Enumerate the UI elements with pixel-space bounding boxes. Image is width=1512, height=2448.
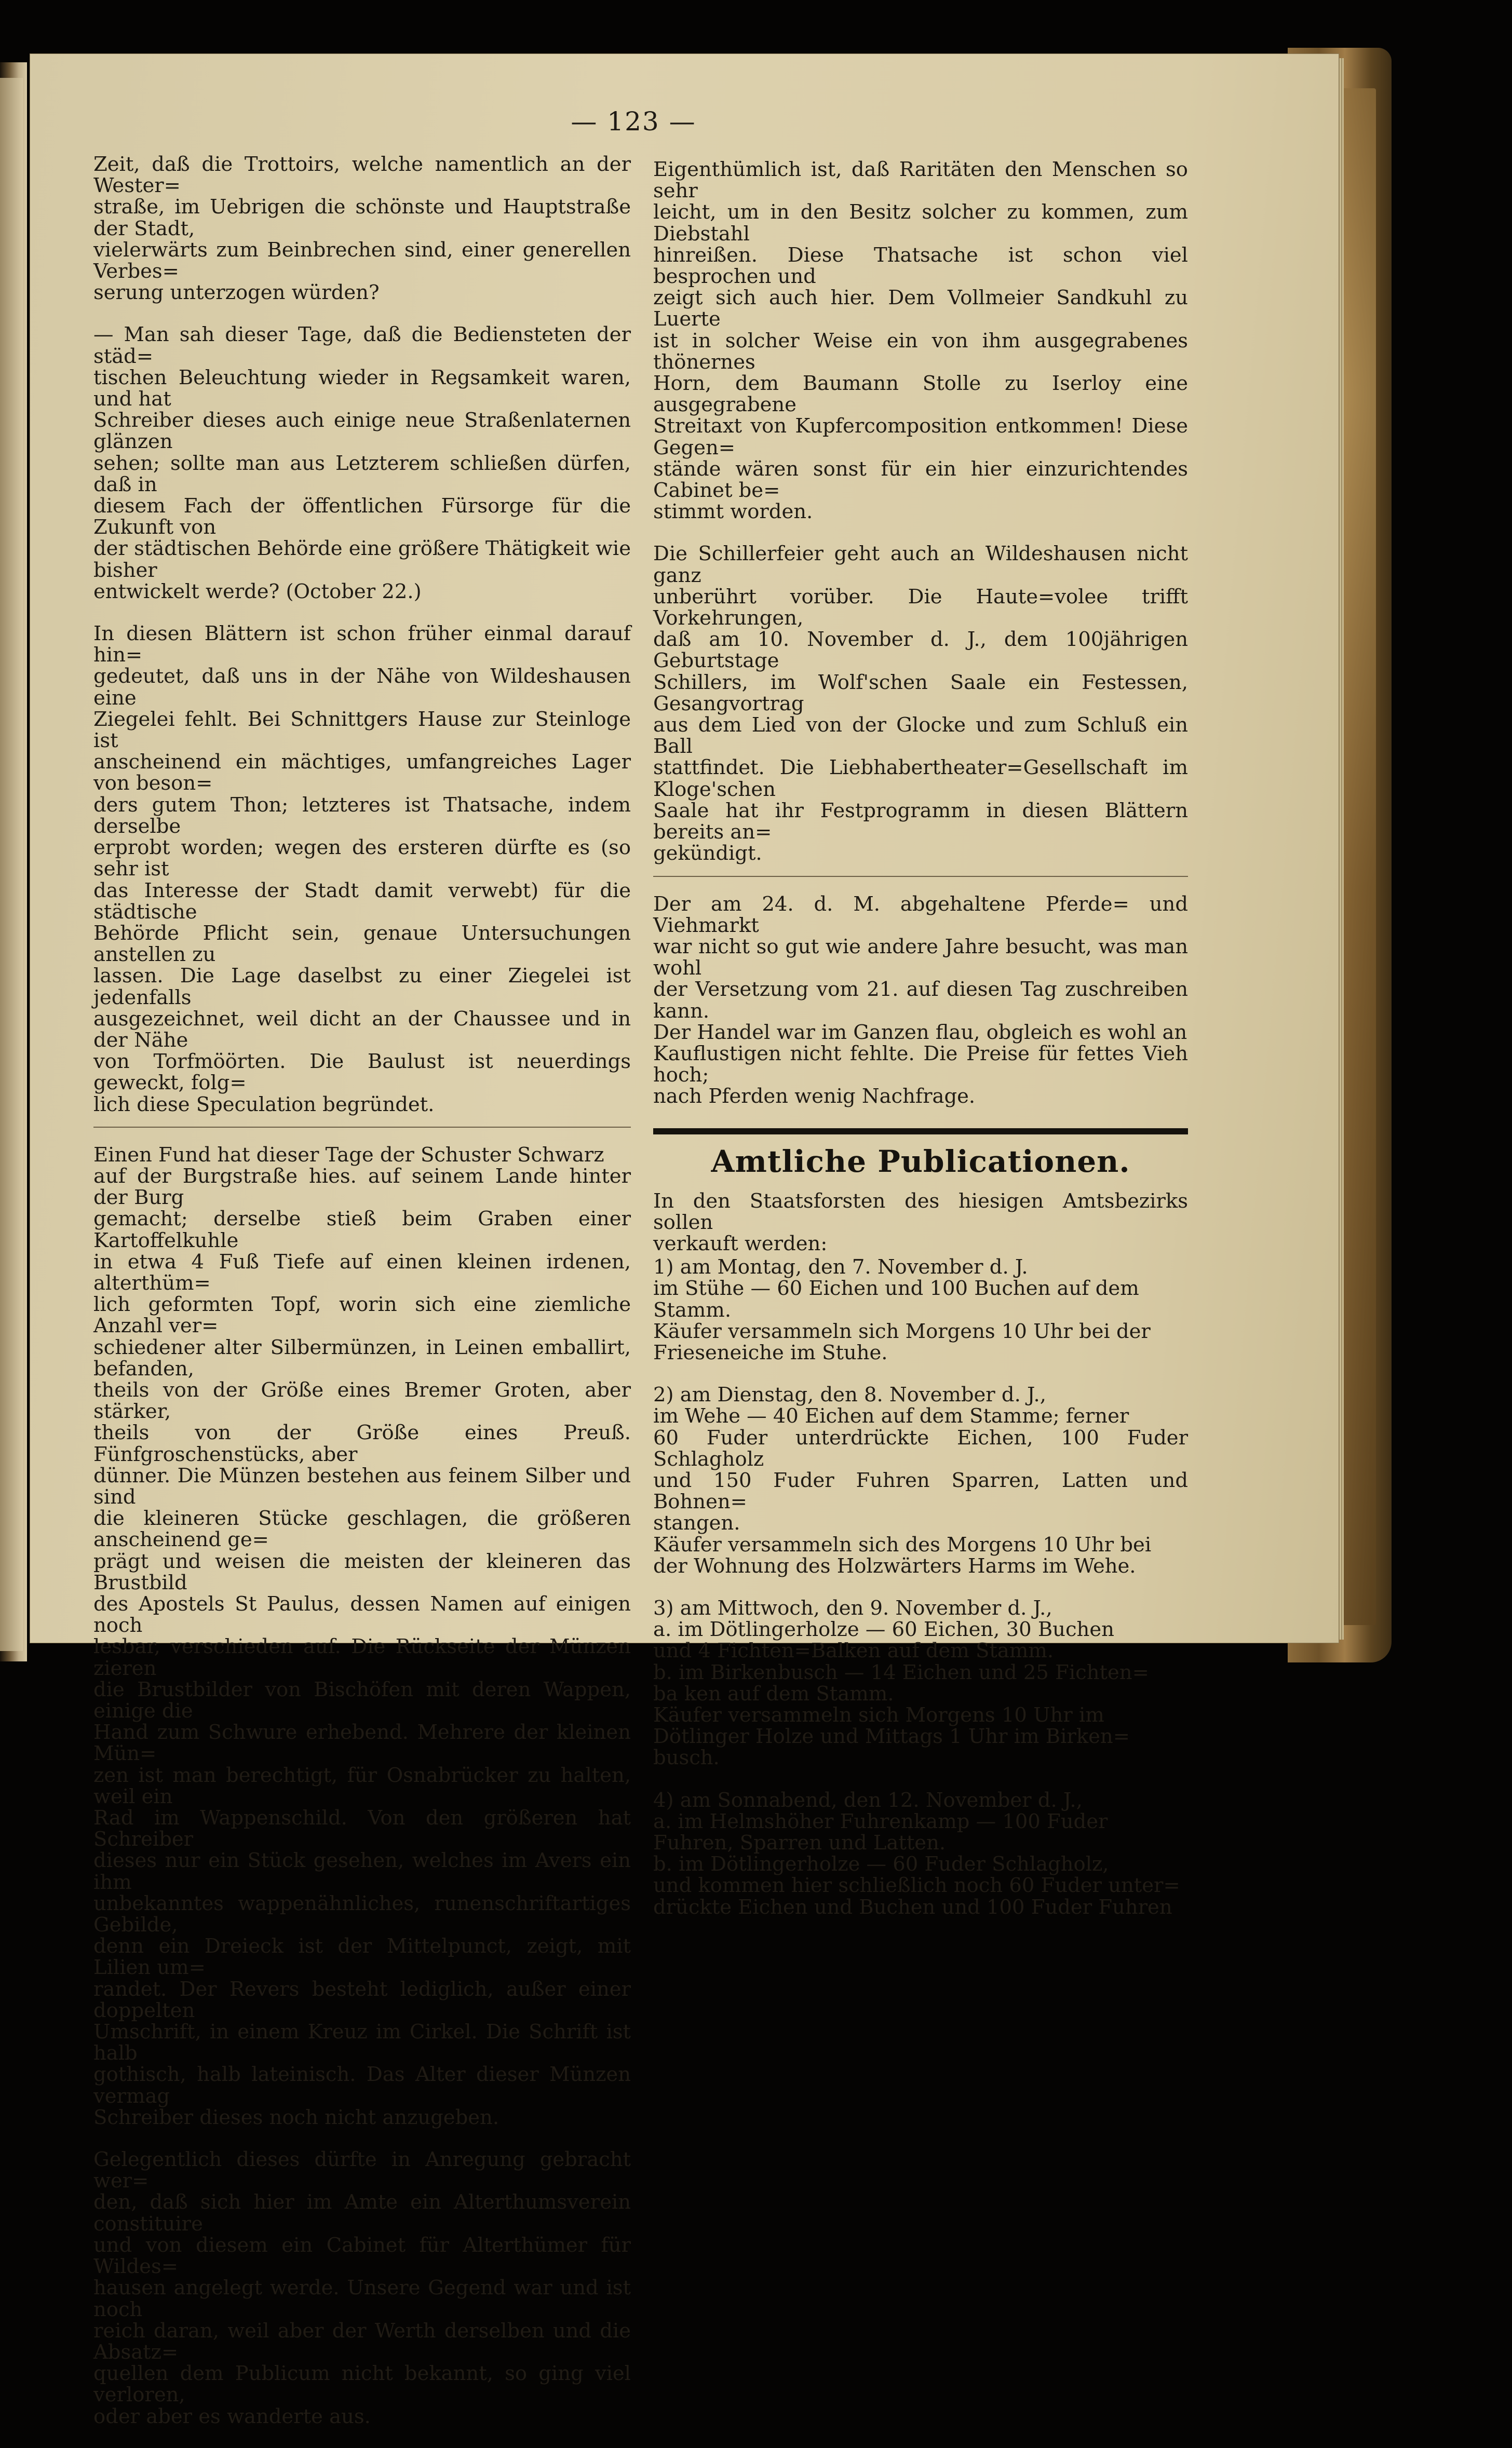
publication-item: 3) am Mittwoch, den 9. November d. J., a. im Dötlingerholze — 60 Eichen, 30 Buchen und 4 Fichten=Balken auf dem Stamm. b. im Birkenbusch — 14 Eichen und 25 Fichten= ba ken auf dem Stamm. Käufer versammeln sich Morgens 10 Uhr im Dötlinger Holze und Mittags 1 Uhr im Birken= busch. [653, 1596, 1149, 1770]
publication-item: 2) am Dienstag, den 8. November d. J., im Wehe — 40 Eichen auf dem Stamme; ferner 60 Fuder unterdrückte Eichen, 100 Fuder Schlagholz und 150 Fuder Fuhren Sparren, Latten und Bohnen= stangen. Käufer versammeln sich des Morgens 10 Uhr bei der Wohnung des Holzwärters Harms im Wehe. [653, 1383, 1188, 1578]
paragraph-beleuchtung: — Man sah dieser Tage, daß die Bediensteten der städ= tischen Beleuchtung wieder in Regsamkeit waren, und hat Schreiber dieses auch einige neue Straßenlaternen glänzen sehen; sollte man aus Letzterem schließen dürfen, daß in diesem Fach der öffentlichen Fürsorge für die Zukunft von der städtischen Behörde eine größere Thätigkeit wie bisher entwickelt werde? (October 22.) [93, 323, 631, 603]
divider-rule [93, 1127, 631, 1128]
paragraph-alterthumsverein: Gelegentlich dieses dürfte in Anregung gebracht wer= den, daß sich hier im Amte ein Alterthumsverein constituire und von diesem ein Cabinet für Alterthümer für Wildes= hausen angelegt werde. Unsere Gegend war und ist noch reich daran, weil aber der Werth derselben und die Absatz= quellen dem Publicum nicht bekannt, so ging viel verloren, oder aber es wanderte aus. [93, 2148, 631, 2428]
page-number: — 123 — [571, 106, 696, 137]
previous-page-edge [0, 78, 23, 1651]
paragraph-ziegelei: In diesen Blättern ist schon früher einmal darauf hin= gedeutet, daß uns in der Nähe von Wildeshausen eine Ziegelei fehlt. Bei Schnittgers Hause zur Steinloge ist anscheinend ein mächtiges, umfangreiches Lager von beson= ders gutem Thon; letzteres ist Thatsache, indem derselbe erprobt worden; wegen des ersteren dürfte es (so sehr ist das Interesse der Stadt damit verwebt) für die städtische Behörde Pflicht sein, genaue Untersuchungen anstellen zu lassen. Die Lage daselbst zu einer Ziegelei ist jedenfalls ausgezeichnet, weil dicht an der Chaussee und in der Nähe von Torfmöörten. Die Baulust ist neuerdings geweckt, folg= lich diese Speculation begründet. [93, 622, 631, 1116]
publication-intro: In den Staatsforsten des hiesigen Amtsbezirks sollen verkauft werden: [653, 1189, 1188, 1255]
paragraph-raritaeten: Eigenthümlich ist, daß Raritäten den Menschen so sehr leicht, um in den Besitz solcher zu kommen, zum Diebstahl hinreißen. Diese Thatsache ist schon viel besprochen und zeigt sich auch hier. Dem Vollmeier Sandkuhl zu Luerte ist in solcher Weise ein von ihm ausgegrabenes thönernes Horn, dem Baumann Stolle zu Iserloy eine ausgegrabene Streitaxt von Kupfercomposition entkommen! Diese Gegen= stände wären sonst für ein hier einzurichtendes Cabinet be= stimmt worden. [653, 158, 1188, 524]
publication-item: 1) am Montag, den 7. November d. J. im Stühe — 60 Eichen und 100 Buchen auf dem Stamm. Käufer versammeln sich Morgens 10 Uhr bei der Frieseneiche im Stuhe. [653, 1255, 1151, 1364]
paragraph-fund: Einen Fund hat dieser Tage der Schuster Schwarz auf der Burgstraße hies. auf seinem Lande hinter der Burg gemacht; derselbe stieß beim Graben einer Kartoffelkuhle in etwa 4 Fuß Tiefe auf einen kleinen irdenen, alterthüm= lich geformten Topf, worin sich eine ziemliche Anzahl ver= schiedener alter Silbermünzen, in Leinen emballirt, befanden, theils von der Größe eines Bremer Groten, aber stärker, theils von der Größe eines Preuß. Fünfgroschenstücks, aber dünner. Die Münzen bestehen aus feinem Silber und sind die kleineren Stücke geschlagen, die größeren anscheinend ge= prägt und weisen die meisten der kleineren das Brustbild des Apostels St Paulus, dessen Namen auf einigen noch lesbar, verschieden auf. Die Rückseite der Münzen zieren die Brustbilder von Bischöfen mit deren Wappen, einige die Hand zum Schwure erhebend. Mehrere der kleinen Mün= zen ist man berechtigt, für Osnabrücker zu halten, weil ein Rad im Wappenschild. Von den größeren hat Schreiber dieses nur ein Stück gesehen, welches im Avers ein ihm unbekanntes wappenähnliches, runenschriftartiges Gebilde, denn ein Dreieck ist der Mittelpunct, zeigt, mit Lilien um= randet. Der Revers besteht lediglich, außer einer doppelten Umschrift, in einem Kreuz im Cirkel. Die Schrift ist halb gothisch, halb lateinisch. Das Alter dieser Münzen vermag Schreiber dieses noch nicht anzugeben. [93, 1143, 631, 2129]
publication-item: 4) am Sonnabend, den 12. November d. J., a. im Helmshöher Fuhrenkamp — 100 Fuder Fuhren, Sparren und Latten. b. im Dötlingerholze — 60 Fuder Schlagholz, und kommen hier schließlich noch 60 Fuder unter= drückte Eichen und Buchen und 100 Fuder Fuhren [653, 1788, 1180, 1919]
left-column [93, 154, 631, 2448]
paragraph-trottoirs: Zeit, daß die Trottoirs, welche namentlich an der Wester= straße, im Uebrigen die schönste und Hauptstraße der Stadt, vielerwärts zum Beinbrechen sind, einer generellen Verbes= serung unterzogen würden? [93, 153, 631, 305]
right-column [653, 159, 1188, 1939]
paragraph-schillerfeier: Die Schillerfeier geht auch an Wildeshausen nicht ganz unberührt vorüber. Die Haute=volee trifft Vorkehrungen, daß am 10. November d. J., dem 100jährigen Geburtstage Schillers, im Wolf'schen Saale ein Festessen, Gesangvortrag aus dem Lied von der Glocke und zum Schluß ein Ball stattfindet. Die Liebhabertheater=Gesellschaft im Kloge'schen Saale hat ihr Festprogramm in diesen Blättern bereits an= gekündigt. [653, 542, 1188, 865]
section-heading: Amtliche Publicationen. [711, 1143, 1130, 1179]
section-heavy-rule [653, 1128, 1188, 1134]
paragraph-viehmarkt: Der am 24. d. M. abgehaltene Pferde= und Viehmarkt war nicht so gut wie andere Jahre besucht, was man wohl der Versetzung vom 21. auf diesen Tag zuschreiben kann. Der Handel war im Ganzen flau, obgleich es wohl an Kauflustigen nicht fehlte. Die Preise für fettes Vieh hoch; nach Pferden wenig Nachfrage. [653, 892, 1188, 1108]
divider-rule [653, 876, 1188, 877]
